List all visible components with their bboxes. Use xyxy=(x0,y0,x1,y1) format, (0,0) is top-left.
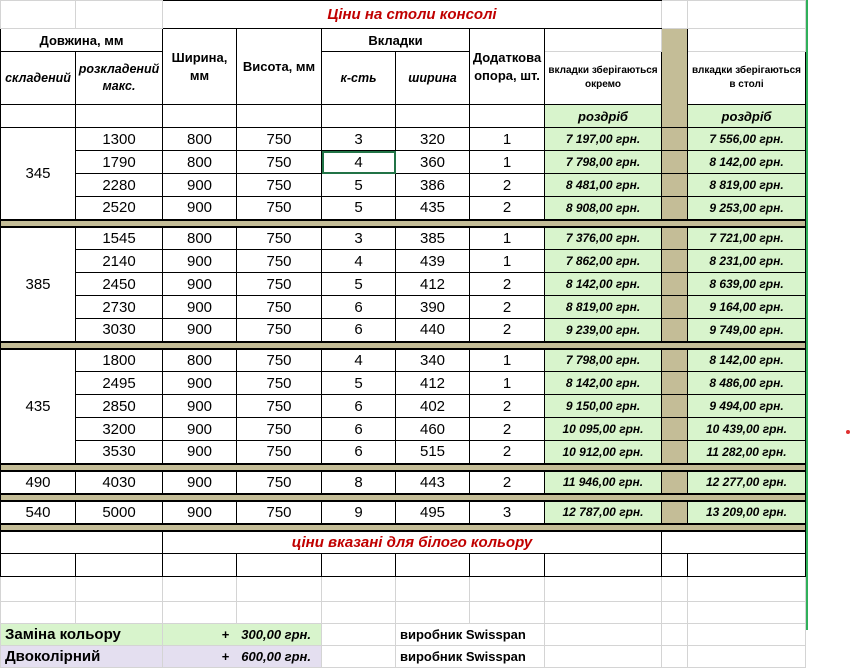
cell-height[interactable]: 750 xyxy=(237,349,322,372)
cell-inserts-count[interactable]: 5 xyxy=(322,174,396,197)
cell-extra-support[interactable]: 2 xyxy=(470,296,545,319)
cell-empty[interactable] xyxy=(322,577,396,602)
separator-column xyxy=(662,29,688,128)
cell-unfolded-length[interactable]: 2450 xyxy=(76,273,163,296)
table-row xyxy=(1,471,806,494)
cell-extra-support[interactable]: 2 xyxy=(470,418,545,441)
group-separator xyxy=(1,464,806,471)
cell-height[interactable]: 750 xyxy=(237,197,322,220)
header-retail-separate[interactable]: роздріб xyxy=(545,105,662,128)
cell-folded-length[interactable]: 385 xyxy=(1,227,76,342)
separator-cell xyxy=(662,418,688,441)
separator-cell xyxy=(662,501,688,524)
header-folded[interactable]: складений xyxy=(1,52,76,105)
cell-empty[interactable] xyxy=(76,1,163,29)
cell-price-in-table[interactable]: 9 253,00 грн. xyxy=(688,197,806,220)
cell-inserts-width[interactable]: 412 xyxy=(396,372,470,395)
cell-inserts-count[interactable]: 6 xyxy=(322,395,396,418)
table-row xyxy=(1,395,806,418)
cell-empty[interactable] xyxy=(545,602,662,624)
header-length[interactable]: Довжина, мм xyxy=(1,29,163,52)
cell-price-separate[interactable]: 8 142,00 грн. xyxy=(545,372,662,395)
table-row xyxy=(1,273,806,296)
extra-price-value: 300,00 грн. xyxy=(241,627,311,642)
cell-empty[interactable] xyxy=(322,105,396,128)
separator-cell xyxy=(662,128,688,151)
cell-unfolded-length[interactable]: 1545 xyxy=(76,227,163,250)
cell-empty[interactable] xyxy=(1,554,76,577)
cell-height[interactable]: 750 xyxy=(237,501,322,524)
cell-inserts-width[interactable]: 439 xyxy=(396,250,470,273)
cell-empty[interactable] xyxy=(688,554,806,577)
cell-extra-support[interactable]: 1 xyxy=(470,372,545,395)
table-row xyxy=(1,250,806,273)
cell-empty[interactable] xyxy=(470,554,545,577)
separator-band xyxy=(1,342,806,349)
table-row xyxy=(1,418,806,441)
separator-band xyxy=(1,524,806,531)
cell-inserts-width[interactable]: 385 xyxy=(396,227,470,250)
cell-inserts-width[interactable]: 460 xyxy=(396,418,470,441)
cell-width[interactable]: 900 xyxy=(163,418,237,441)
table-row xyxy=(1,441,806,464)
cell-inserts-count[interactable]: 9 xyxy=(322,501,396,524)
cell-width[interactable]: 900 xyxy=(163,197,237,220)
cell-price-separate[interactable]: 9 150,00 грн. xyxy=(545,395,662,418)
separator-cell xyxy=(662,174,688,197)
cell-price-separate[interactable]: 9 239,00 грн. xyxy=(545,319,662,342)
price-note[interactable]: ціни вказані для білого кольору xyxy=(163,531,662,554)
cell-width[interactable]: 900 xyxy=(163,296,237,319)
cell-extra-support[interactable]: 1 xyxy=(470,227,545,250)
cell-inserts-width[interactable]: 443 xyxy=(396,471,470,494)
cell-price-separate[interactable]: 10 912,00 грн. xyxy=(545,441,662,464)
stray-mark xyxy=(846,430,850,434)
cell-width[interactable]: 900 xyxy=(163,319,237,342)
cell-extra-support[interactable]: 2 xyxy=(470,395,545,418)
plus-sign: + xyxy=(221,649,230,664)
cell-empty[interactable] xyxy=(662,531,806,554)
cell-price-separate[interactable]: 12 787,00 грн. xyxy=(545,501,662,524)
cell-price-in-table[interactable]: 8 639,00 грн. xyxy=(688,273,806,296)
table-row xyxy=(1,151,806,174)
cell-width[interactable]: 900 xyxy=(163,372,237,395)
cell-width[interactable]: 900 xyxy=(163,471,237,494)
cell-empty[interactable] xyxy=(396,577,470,602)
cell-price-in-table[interactable]: 7 556,00 грн. xyxy=(688,128,806,151)
extra-price-value: 600,00 грн. xyxy=(241,649,311,664)
blank-row xyxy=(1,602,806,624)
cell-inserts-count[interactable]: 6 xyxy=(322,319,396,342)
separator-cell xyxy=(662,151,688,174)
cell-unfolded-length[interactable]: 2730 xyxy=(76,296,163,319)
cell-inserts-count[interactable]: 8 xyxy=(322,471,396,494)
cell-folded-length[interactable]: 490 xyxy=(1,471,76,494)
cell-price-in-table[interactable]: 13 209,00 грн. xyxy=(688,501,806,524)
cell-extra-support[interactable]: 3 xyxy=(470,501,545,524)
table-row xyxy=(1,174,806,197)
header-inserts[interactable]: Вкладки xyxy=(322,29,470,52)
cell-empty[interactable] xyxy=(76,554,163,577)
cell-unfolded-length[interactable]: 2495 xyxy=(76,372,163,395)
blank-row xyxy=(1,577,806,602)
cell-height[interactable]: 750 xyxy=(237,273,322,296)
table-row xyxy=(1,128,806,151)
cell-inserts-count[interactable]: 5 xyxy=(322,372,396,395)
cell-empty[interactable] xyxy=(163,105,237,128)
cell-inserts-count[interactable]: 6 xyxy=(322,296,396,319)
cell-inserts-count[interactable]: 4 xyxy=(322,250,396,273)
cell-width[interactable]: 900 xyxy=(163,441,237,464)
cell-empty[interactable] xyxy=(662,1,688,29)
cell-width[interactable]: 900 xyxy=(163,174,237,197)
cell-empty[interactable] xyxy=(237,602,322,624)
cell-folded-length[interactable]: 540 xyxy=(1,501,76,524)
table-row xyxy=(1,319,806,342)
cell-price-in-table[interactable]: 8 486,00 грн. xyxy=(688,372,806,395)
table-row xyxy=(1,197,806,220)
group-separator xyxy=(1,220,806,227)
cell-empty[interactable] xyxy=(470,105,545,128)
header-height[interactable]: Висота, мм xyxy=(237,29,322,105)
separator-cell xyxy=(662,319,688,342)
cell-extra-support[interactable]: 2 xyxy=(470,197,545,220)
cell-empty[interactable] xyxy=(396,554,470,577)
cell-unfolded-length[interactable]: 3200 xyxy=(76,418,163,441)
cell-empty[interactable] xyxy=(76,577,163,602)
cell-price-in-table[interactable]: 9 164,00 грн. xyxy=(688,296,806,319)
cell-inserts-width[interactable]: 386 xyxy=(396,174,470,197)
header-inserts-width[interactable]: ширина xyxy=(396,52,470,105)
cell-empty[interactable] xyxy=(322,624,396,646)
cell-empty[interactable] xyxy=(237,577,322,602)
extra-option-maker[interactable]: виробник Swisspan xyxy=(396,646,545,668)
cell-height[interactable]: 750 xyxy=(237,418,322,441)
cell-width[interactable]: 800 xyxy=(163,151,237,174)
blank-row xyxy=(1,554,806,577)
cell-extra-support[interactable]: 1 xyxy=(470,128,545,151)
cell-inserts-width[interactable]: 402 xyxy=(396,395,470,418)
cell-price-in-table[interactable]: 10 439,00 грн. xyxy=(688,418,806,441)
cell-height[interactable]: 750 xyxy=(237,250,322,273)
separator-cell xyxy=(662,296,688,319)
cell-extra-support[interactable]: 2 xyxy=(470,471,545,494)
cell-inserts-width[interactable]: 340 xyxy=(396,349,470,372)
cell-height[interactable]: 750 xyxy=(237,319,322,342)
sheet-title[interactable]: Ціни на столи консолі xyxy=(163,1,662,29)
header-retail-in-table[interactable]: роздріб xyxy=(688,105,806,128)
cell-inserts-width[interactable]: 320 xyxy=(396,128,470,151)
cell-extra-support[interactable]: 1 xyxy=(470,349,545,372)
cell-empty[interactable] xyxy=(322,646,396,668)
cell-width[interactable]: 900 xyxy=(163,273,237,296)
table-row xyxy=(1,501,806,524)
cell-inserts-width[interactable]: 515 xyxy=(396,441,470,464)
cell-height[interactable]: 750 xyxy=(237,372,322,395)
extra-option-label[interactable]: Заміна кольору xyxy=(1,624,163,646)
cell-empty[interactable] xyxy=(76,105,163,128)
header-width[interactable]: Ширина, мм xyxy=(163,29,237,105)
separator-band xyxy=(1,494,806,501)
cell-unfolded-length[interactable]: 1790 xyxy=(76,151,163,174)
cell-extra-support[interactable]: 2 xyxy=(470,319,545,342)
plus-sign: + xyxy=(221,627,230,642)
cell-empty[interactable] xyxy=(688,1,806,29)
cell-extra-support[interactable]: 2 xyxy=(470,441,545,464)
cell-price-in-table[interactable]: 7 721,00 грн. xyxy=(688,227,806,250)
group-separator xyxy=(1,494,806,501)
cell-empty[interactable] xyxy=(545,646,662,668)
cell-height[interactable]: 750 xyxy=(237,174,322,197)
cell-price-separate[interactable]: 8 481,00 грн. xyxy=(545,174,662,197)
cell-unfolded-length[interactable]: 2140 xyxy=(76,250,163,273)
cell-empty[interactable] xyxy=(688,577,806,602)
cell-empty[interactable] xyxy=(1,577,76,602)
cell-empty[interactable] xyxy=(545,577,662,602)
cell-inserts-count[interactable]: 5 xyxy=(322,273,396,296)
cell-inserts-width[interactable]: 412 xyxy=(396,273,470,296)
cell-empty[interactable] xyxy=(163,554,237,577)
cell-width[interactable]: 800 xyxy=(163,128,237,151)
extra-option-price[interactable] xyxy=(163,624,322,646)
separator-cell xyxy=(662,441,688,464)
cell-height[interactable]: 750 xyxy=(237,395,322,418)
cell-extra-support[interactable]: 2 xyxy=(470,174,545,197)
cell-empty[interactable] xyxy=(1,1,76,29)
cell-empty[interactable] xyxy=(688,602,806,624)
cell-price-in-table[interactable]: 9 749,00 грн. xyxy=(688,319,806,342)
cell-price-separate[interactable]: 8 819,00 грн. xyxy=(545,296,662,319)
extra-option-label[interactable]: Двоколірний xyxy=(1,646,163,668)
cell-empty[interactable] xyxy=(662,554,688,577)
separator-cell xyxy=(662,349,688,372)
cell-inserts-width[interactable]: 495 xyxy=(396,501,470,524)
separator-cell xyxy=(662,227,688,250)
cell-inserts-width[interactable]: 440 xyxy=(396,319,470,342)
cell-inserts-count[interactable]: 4 xyxy=(322,349,396,372)
cell-inserts-count[interactable]: 6 xyxy=(322,418,396,441)
cell-price-separate[interactable]: 7 197,00 грн. xyxy=(545,128,662,151)
cell-empty[interactable] xyxy=(662,602,688,624)
separator-band xyxy=(1,220,806,227)
cell-unfolded-length[interactable]: 5000 xyxy=(76,501,163,524)
cell-height[interactable]: 750 xyxy=(237,227,322,250)
group-separator xyxy=(1,524,806,531)
cell-empty[interactable] xyxy=(662,577,688,602)
separator-cell xyxy=(662,395,688,418)
cell-folded-length[interactable]: 345 xyxy=(1,128,76,220)
cell-unfolded-length[interactable]: 2520 xyxy=(76,197,163,220)
cell-empty[interactable] xyxy=(662,624,688,646)
cell-empty[interactable] xyxy=(545,29,662,52)
cell-inserts-width[interactable]: 390 xyxy=(396,296,470,319)
cell-width[interactable]: 800 xyxy=(163,349,237,372)
cell-width[interactable]: 900 xyxy=(163,250,237,273)
separator-cell xyxy=(662,372,688,395)
separator-band xyxy=(1,464,806,471)
cell-empty[interactable] xyxy=(1,105,76,128)
cell-price-in-table[interactable]: 8 142,00 грн. xyxy=(688,151,806,174)
cell-empty[interactable] xyxy=(545,554,662,577)
extra-option-maker[interactable]: виробник Swisspan xyxy=(396,624,545,646)
cell-price-separate[interactable]: 8 908,00 грн. xyxy=(545,197,662,220)
cell-empty[interactable] xyxy=(662,646,688,668)
cell-extra-support[interactable]: 2 xyxy=(470,273,545,296)
extra-option-price[interactable] xyxy=(163,646,322,668)
cell-unfolded-length[interactable]: 4030 xyxy=(76,471,163,494)
cell-price-in-table[interactable]: 9 494,00 грн. xyxy=(688,395,806,418)
table-row xyxy=(1,372,806,395)
cell-height[interactable]: 750 xyxy=(237,296,322,319)
cell-empty[interactable] xyxy=(1,531,163,554)
cell-height[interactable]: 750 xyxy=(237,151,322,174)
cell-inserts-count[interactable]: 3 xyxy=(322,227,396,250)
separator-cell xyxy=(662,273,688,296)
cell-price-separate[interactable]: 11 946,00 грн. xyxy=(545,471,662,494)
cell-unfolded-length[interactable]: 2850 xyxy=(76,395,163,418)
group-separator xyxy=(1,342,806,349)
note-row xyxy=(1,531,806,554)
cell-price-separate[interactable]: 7 862,00 грн. xyxy=(545,250,662,273)
cell-width[interactable]: 900 xyxy=(163,501,237,524)
cell-empty[interactable] xyxy=(688,646,806,668)
cell-width[interactable]: 900 xyxy=(163,395,237,418)
cell-height[interactable]: 750 xyxy=(237,128,322,151)
cell-empty[interactable] xyxy=(688,29,806,52)
separator-cell xyxy=(662,250,688,273)
cell-empty[interactable] xyxy=(545,624,662,646)
cell-empty[interactable] xyxy=(163,577,237,602)
cell-price-separate[interactable]: 8 142,00 грн. xyxy=(545,273,662,296)
header-stored-in-table[interactable]: влкадки зберігаються в столі xyxy=(688,52,806,105)
header-unfolded[interactable]: розкладений макс. xyxy=(76,52,163,105)
cell-empty[interactable] xyxy=(76,602,163,624)
cell-price-separate[interactable]: 7 798,00 грн. xyxy=(545,349,662,372)
separator-cell xyxy=(662,197,688,220)
cell-height[interactable]: 750 xyxy=(237,441,322,464)
cell-price-in-table[interactable]: 8 142,00 грн. xyxy=(688,349,806,372)
separator-cell xyxy=(662,471,688,494)
cell-price-separate[interactable]: 7 798,00 грн. xyxy=(545,151,662,174)
column-boundary-line xyxy=(806,0,808,630)
cell-height[interactable]: 750 xyxy=(237,471,322,494)
header-extra-support[interactable]: Додаткова опора, шт. xyxy=(470,29,545,105)
cell-unfolded-length[interactable]: 1300 xyxy=(76,128,163,151)
cell-extra-support[interactable]: 1 xyxy=(470,250,545,273)
cell-empty[interactable] xyxy=(470,602,545,624)
cell-unfolded-length[interactable]: 3030 xyxy=(76,319,163,342)
cell-price-in-table[interactable]: 11 282,00 грн. xyxy=(688,441,806,464)
table-row xyxy=(1,227,806,250)
cell-inserts-count[interactable]: 6 xyxy=(322,441,396,464)
cell-folded-length[interactable]: 435 xyxy=(1,349,76,464)
cell-price-in-table[interactable]: 12 277,00 грн. xyxy=(688,471,806,494)
cell-inserts-width[interactable]: 360 xyxy=(396,151,470,174)
header-stored-separately[interactable]: вкладки зберігаються окремо xyxy=(545,52,662,105)
header-inserts-count[interactable]: к-сть xyxy=(322,52,396,105)
cell-empty[interactable] xyxy=(163,602,237,624)
table-row xyxy=(1,349,806,372)
cell-price-separate[interactable]: 10 095,00 грн. xyxy=(545,418,662,441)
cell-empty[interactable] xyxy=(396,602,470,624)
cell-price-in-table[interactable]: 8 231,00 грн. xyxy=(688,250,806,273)
cell-empty[interactable] xyxy=(396,105,470,128)
cell-inserts-count[interactable]: 5 xyxy=(322,197,396,220)
extra-row xyxy=(1,646,806,668)
cell-unfolded-length[interactable]: 1800 xyxy=(76,349,163,372)
cell-empty[interactable] xyxy=(1,602,76,624)
cell-unfolded-length[interactable]: 2280 xyxy=(76,174,163,197)
cell-empty[interactable] xyxy=(237,554,322,577)
cell-inserts-count[interactable]: 4 xyxy=(322,151,396,174)
cell-empty[interactable] xyxy=(237,105,322,128)
cell-unfolded-length[interactable]: 3530 xyxy=(76,441,163,464)
cell-extra-support[interactable]: 1 xyxy=(470,151,545,174)
cell-empty[interactable] xyxy=(322,554,396,577)
cell-empty[interactable] xyxy=(688,624,806,646)
cell-price-in-table[interactable]: 8 819,00 грн. xyxy=(688,174,806,197)
table-row xyxy=(1,296,806,319)
extra-row xyxy=(1,624,806,646)
cell-width[interactable]: 800 xyxy=(163,227,237,250)
cell-price-separate[interactable]: 7 376,00 грн. xyxy=(545,227,662,250)
cell-inserts-count[interactable]: 3 xyxy=(322,128,396,151)
cell-empty[interactable] xyxy=(470,577,545,602)
cell-inserts-width[interactable]: 435 xyxy=(396,197,470,220)
cell-empty[interactable] xyxy=(322,602,396,624)
